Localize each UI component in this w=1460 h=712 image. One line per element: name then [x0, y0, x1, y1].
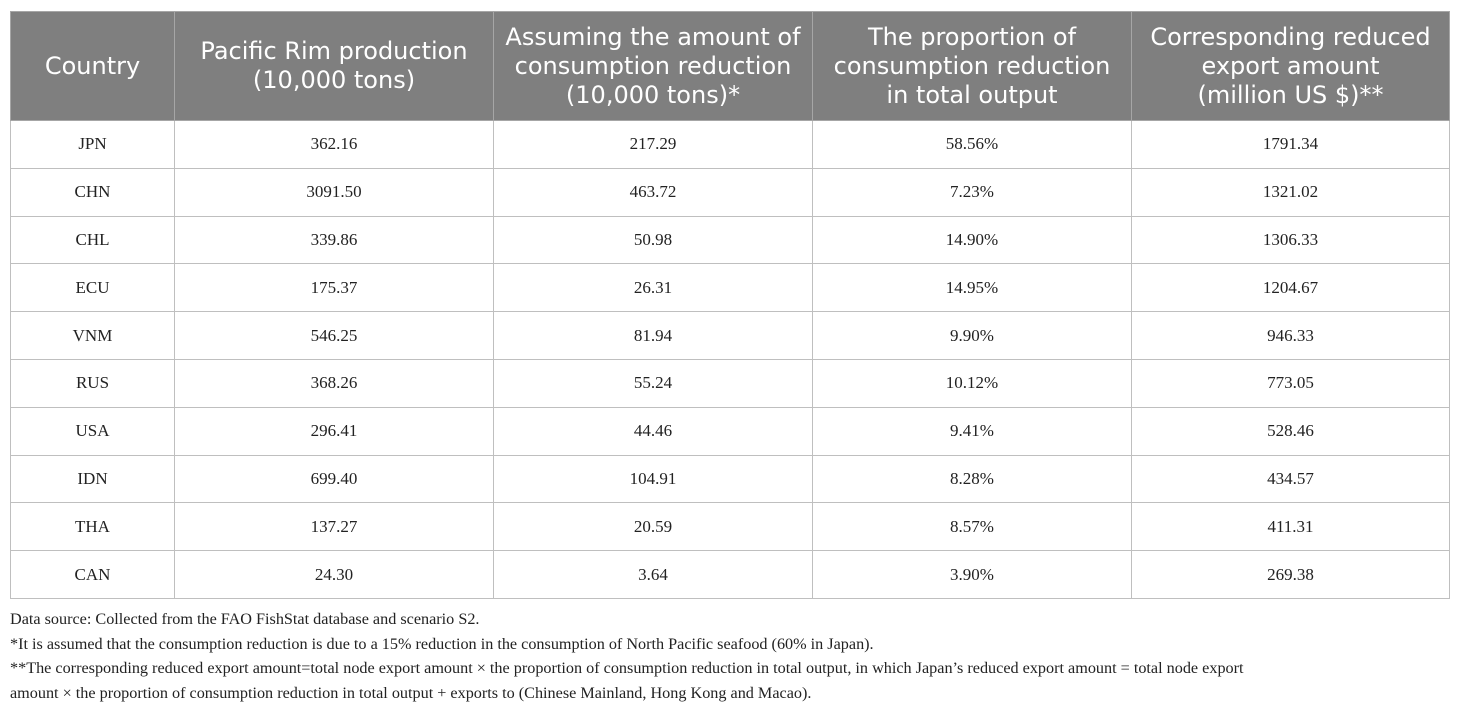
table-row [11, 312, 1450, 360]
cell-proportion: 7.23% [813, 168, 1132, 216]
cell-export-amount: 1204.67 [1132, 264, 1450, 312]
cell-proportion: 10.12% [813, 359, 1132, 407]
cell-export-amount: 946.33 [1132, 312, 1450, 360]
cell-country: USA [11, 407, 175, 455]
cell-country: CAN [11, 551, 175, 599]
data-table [10, 11, 1450, 599]
cell-export-amount: 1791.34 [1132, 121, 1450, 169]
cell-country: JPN [11, 121, 175, 169]
header-line: (million US $)** [1197, 80, 1384, 109]
footnote-double-asterisk-line1: **The corresponding reduced export amount=total node export amount × the proportion of consumption reduction in total output, in which Japan’s reduced export amount = total node export [10, 659, 1244, 677]
cell-consumption-reduction: 104.91 [494, 455, 813, 503]
cell-country: ECU [11, 264, 175, 312]
cell-proportion: 14.90% [813, 216, 1132, 264]
cell-consumption-reduction: 463.72 [494, 168, 813, 216]
cell-production: 699.40 [175, 455, 494, 503]
cell-country: IDN [11, 455, 175, 503]
cell-production: 339.86 [175, 216, 494, 264]
cell-consumption-reduction: 26.31 [494, 264, 813, 312]
cell-production: 137.27 [175, 503, 494, 551]
cell-export-amount: 411.31 [1132, 503, 1450, 551]
table-row [11, 359, 1450, 407]
cell-proportion: 14.95% [813, 264, 1132, 312]
cell-proportion: 9.41% [813, 407, 1132, 455]
header-proportion [813, 12, 1132, 121]
cell-consumption-reduction: 217.29 [494, 121, 813, 169]
header-consumption-reduction [494, 12, 813, 121]
cell-proportion: 8.28% [813, 455, 1132, 503]
table-row [11, 503, 1450, 551]
header-line: in total output [886, 80, 1058, 109]
cell-country: CHN [11, 168, 175, 216]
header-line: Country [44, 51, 141, 80]
cell-production: 546.25 [175, 312, 494, 360]
cell-consumption-reduction: 50.98 [494, 216, 813, 264]
cell-proportion: 58.56% [813, 121, 1132, 169]
cell-production: 362.16 [175, 121, 494, 169]
cell-export-amount: 1321.02 [1132, 168, 1450, 216]
table-row [11, 216, 1450, 264]
cell-consumption-reduction: 3.64 [494, 551, 813, 599]
cell-export-amount: 773.05 [1132, 359, 1450, 407]
footnote-single-asterisk: *It is assumed that the consumption reduction is due to a 15% reduction in the consumption of North Pacific seafood (60% in Japan). [10, 634, 874, 653]
cell-consumption-reduction: 55.24 [494, 359, 813, 407]
table-row [11, 264, 1450, 312]
header-country [11, 12, 175, 121]
cell-production: 24.30 [175, 551, 494, 599]
header-line: The proportion of [867, 22, 1077, 51]
cell-consumption-reduction: 81.94 [494, 312, 813, 360]
table-row [11, 407, 1450, 455]
header-line: Corresponding reduced [1150, 22, 1431, 51]
header-line: Pacific Rim production [200, 37, 468, 65]
cell-export-amount: 434.57 [1132, 455, 1450, 503]
cell-consumption-reduction: 20.59 [494, 503, 813, 551]
cell-production: 175.37 [175, 264, 494, 312]
cell-proportion: 9.90% [813, 312, 1132, 360]
header-line: Assuming the amount of [505, 22, 801, 51]
cell-country: RUS [11, 359, 175, 407]
cell-export-amount: 1306.33 [1132, 216, 1450, 264]
cell-country: VNM [11, 312, 175, 360]
header-line: consumption reduction [833, 51, 1111, 80]
header-line: consumption reduction [514, 51, 792, 80]
header-line: export amount [1201, 51, 1380, 80]
table-row [11, 168, 1450, 216]
table-row [11, 455, 1450, 503]
table-footnotes [10, 607, 1455, 705]
header-line: (10,000 tons)* [565, 80, 741, 109]
header-production [175, 12, 494, 121]
cell-proportion: 3.90% [813, 551, 1132, 599]
data-source-note: Data source: Collected from the FAO FishStat database and scenario S2. [10, 610, 480, 628]
cell-export-amount: 269.38 [1132, 551, 1450, 599]
table-row [11, 551, 1450, 599]
cell-export-amount: 528.46 [1132, 407, 1450, 455]
header-line: (10,000 tons) [252, 66, 416, 94]
cell-consumption-reduction: 44.46 [494, 407, 813, 455]
table-container [10, 11, 1449, 599]
cell-production: 3091.50 [175, 168, 494, 216]
table-row [11, 121, 1450, 169]
table-header-row [11, 12, 1450, 121]
cell-country: THA [11, 503, 175, 551]
cell-country: CHL [11, 216, 175, 264]
cell-proportion: 8.57% [813, 503, 1132, 551]
cell-production: 368.26 [175, 359, 494, 407]
footnote-double-asterisk-line2: amount × the proportion of consumption reduction in total output + exports to (Chinese Mainland, Hong Kong and Macao). [10, 683, 812, 702]
cell-production: 296.41 [175, 407, 494, 455]
header-export-amount [1132, 12, 1450, 121]
